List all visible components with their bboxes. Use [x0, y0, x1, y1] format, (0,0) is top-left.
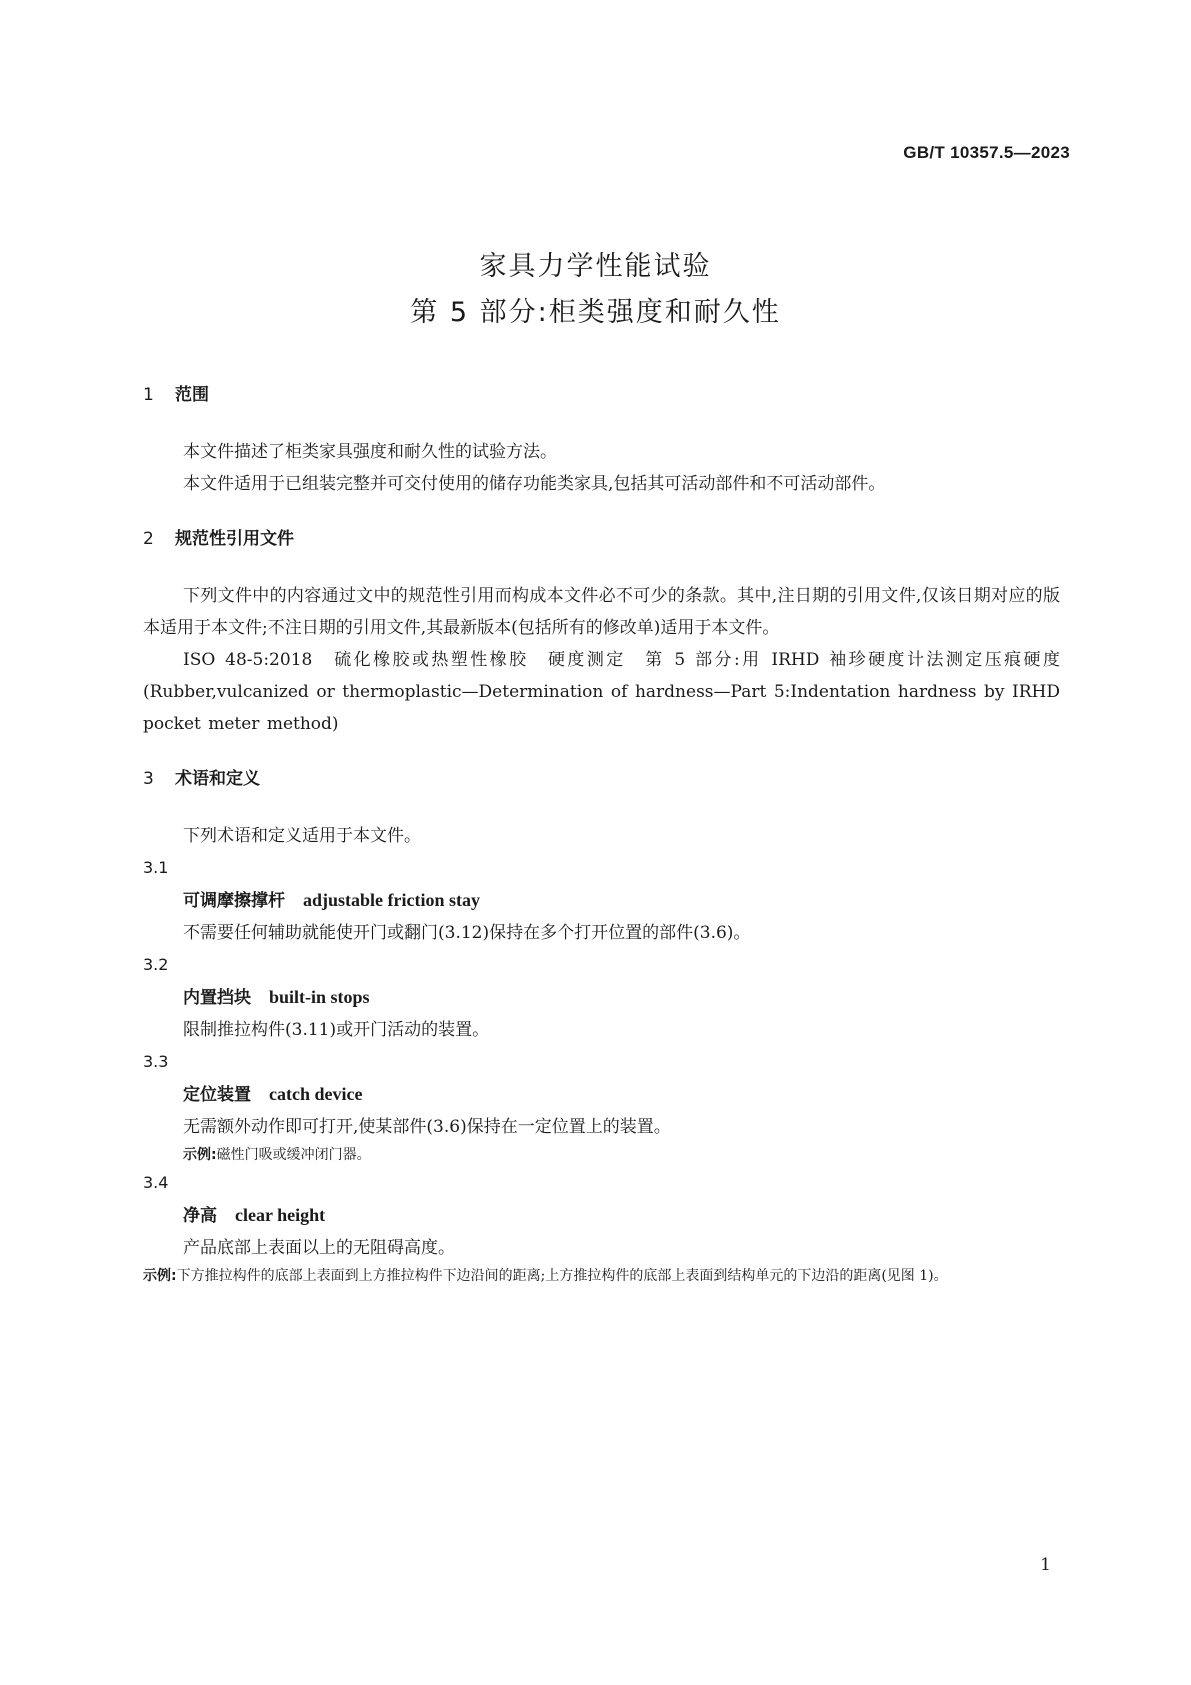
- term-name: [183, 981, 1060, 1014]
- document-body: [143, 383, 1060, 1288]
- term-en: clear height: [235, 1205, 326, 1225]
- term-example: [143, 1264, 1060, 1288]
- section-number: 1: [143, 385, 154, 405]
- section-heading-normative-references: [143, 527, 1060, 551]
- term-zh: 净高: [183, 1206, 217, 1226]
- paragraph: 本文件适用于已组装完整并可交付使用的储存功能类家具,包括其可活动部件和不可活动部件。: [183, 474, 886, 494]
- reference-entry: ISO 48-5:2018 硫化橡胶或热塑性橡胶 硬度测定 第 5 部分:用 IRHD 袖珍硬度计法测定压痕硬度(Rubber,vulcanized or thermoplastic—Determination of hardness—Part 5:Indentation hardness by IRHD pocket meter method): [143, 650, 1060, 734]
- term-en: built-in stops: [269, 987, 370, 1007]
- section-number: 3: [143, 769, 154, 789]
- paragraph: 下列术语和定义适用于本文件。: [183, 826, 421, 846]
- example-text: 下方推拉构件的底部上表面到上方推拉构件下边沿间的距离;上方推拉构件的底部上表面到结构单元的下边沿的距离(见图 1)。: [176, 1268, 948, 1284]
- page-number: 1: [1040, 1555, 1051, 1575]
- term-definition: 不需要任何辅助就能使开门或翻门(3.12)保持在多个打开位置的部件(3.6)。: [183, 923, 751, 943]
- section-number: 2: [143, 529, 154, 549]
- term-number: 3.3: [143, 1052, 169, 1071]
- section-title: 规范性引用文件: [175, 529, 294, 549]
- section-title: 范围: [175, 385, 209, 405]
- term-number: 3.2: [143, 955, 169, 974]
- title-line-1: 家具力学性能试验: [479, 251, 712, 282]
- title-line-2: 第 5 部分:柜类强度和耐久性: [410, 297, 781, 328]
- term-name: [183, 1199, 1060, 1232]
- section-heading-scope: [143, 383, 1060, 407]
- term-name: [183, 1078, 1060, 1111]
- example-text: 磁性门吸或缓冲闭门器。: [216, 1147, 371, 1163]
- term-zh: 可调摩擦撑杆: [183, 891, 285, 911]
- paragraph: 下列文件中的内容通过文中的规范性引用而构成本文件必不可少的条款。其中,注日期的引用文件,仅该日期对应的版本适用于本文件;不注日期的引用文件,其最新版本(包括所有的修改单)适用于本文件。: [143, 586, 1060, 638]
- section-title: 术语和定义: [175, 769, 260, 789]
- term-example: [183, 1143, 1060, 1167]
- standard-code: GB/T 10357.5—2023: [903, 143, 1070, 162]
- term-en: catch device: [269, 1084, 363, 1104]
- section-heading-terms: [143, 767, 1060, 791]
- term-number: 3.1: [143, 858, 169, 877]
- term-zh: 定位装置: [183, 1085, 251, 1105]
- term-definition: 产品底部上表面以上的无阻碍高度。: [183, 1238, 455, 1258]
- term-name: [183, 884, 1060, 917]
- term-definition: 无需额外动作即可打开,使某部件(3.6)保持在一定位置上的装置。: [183, 1117, 671, 1137]
- term-zh: 内置挡块: [183, 988, 251, 1008]
- term-en: adjustable friction stay: [303, 890, 480, 910]
- example-label: 示例:: [183, 1147, 217, 1163]
- paragraph: 本文件描述了柜类家具强度和耐久性的试验方法。: [183, 442, 557, 462]
- term-definition: 限制推拉构件(3.11)或开门活动的装置。: [183, 1020, 490, 1040]
- term-number: 3.4: [143, 1173, 169, 1192]
- example-label: 示例:: [143, 1268, 177, 1284]
- document-title: [0, 244, 1191, 336]
